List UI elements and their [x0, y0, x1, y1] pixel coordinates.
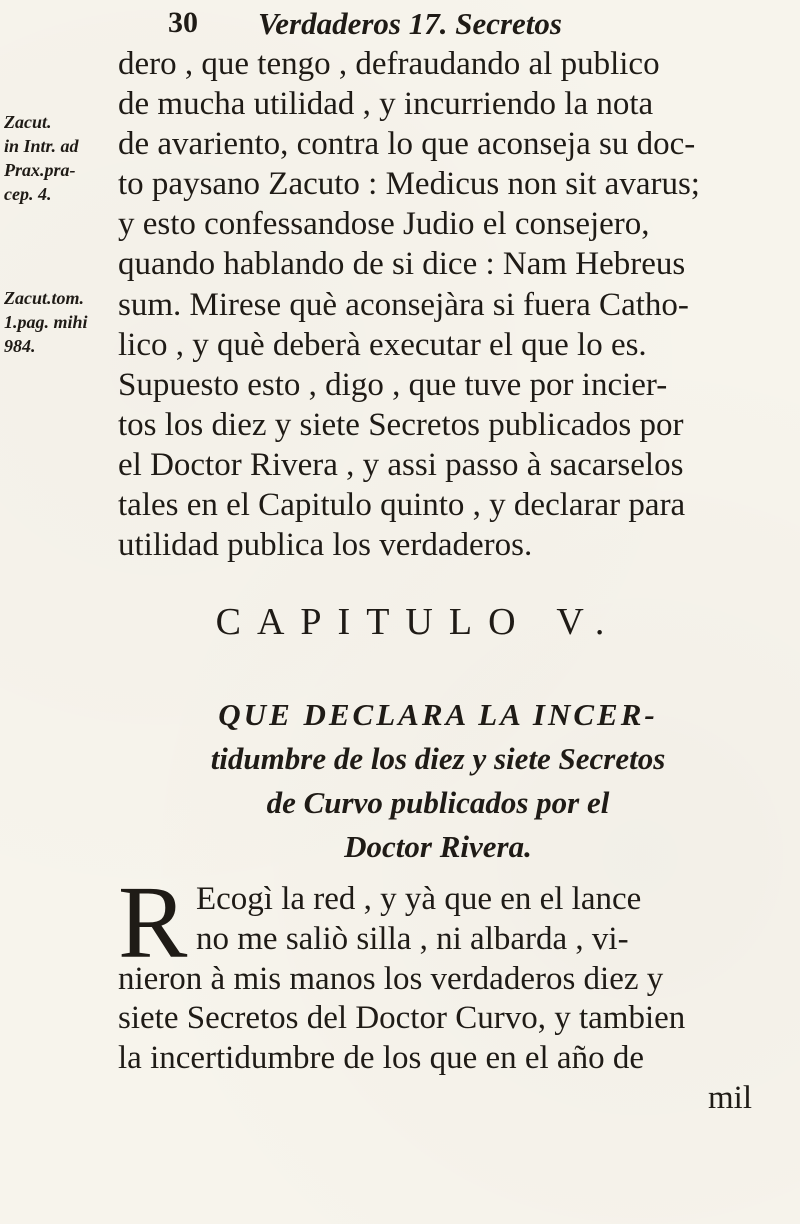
- margin-note-line: in Intr. ad: [4, 136, 79, 156]
- running-head: Verdaderos 17. Secretos: [258, 6, 562, 41]
- text-line: y esto confessandose Judio el consejero,: [118, 206, 650, 243]
- margin-note-line: Zacut.tom.: [4, 288, 84, 308]
- summary-line: tidumbre de los diez y siete Secretos: [210, 741, 666, 776]
- text-line: sum. Mirese què aconsejàra si fuera Catho-: [118, 286, 689, 323]
- summary-line: de Curvo publicados por el: [266, 785, 610, 820]
- text-line: el Doctor Rivera , y assi passo à sacarselos: [118, 446, 684, 483]
- page-header: [168, 6, 638, 46]
- text-line: lico , y què deberà executar el que lo es.: [118, 326, 647, 363]
- text-line: utilidad publica los verdaderos.: [118, 527, 533, 564]
- chapter-body: [118, 865, 758, 1119]
- text-line: Supuesto esto , digo , que tuve por incier-: [118, 366, 668, 403]
- summary-line: QUE DECLARA LA INCER-: [218, 697, 658, 732]
- text-line: la incertidumbre de los que en el año de: [118, 1040, 644, 1077]
- text-line: quando hablando de si dice : Nam Hebreus: [118, 246, 686, 283]
- margin-note-zacut-intr: [4, 110, 114, 206]
- margin-note-line: 984.: [4, 336, 36, 356]
- chapter-title: CAPITULO V.: [215, 601, 621, 643]
- text-line: to paysano Zacuto : Medicus non sit avarus;: [118, 166, 700, 203]
- text-line: tos los diez y siete Secretos publicados por: [118, 406, 684, 443]
- page-number: 30: [168, 6, 198, 39]
- text-line: de mucha utilidad , y incurriendo la nota: [118, 86, 654, 123]
- margin-note-line: cep. 4.: [4, 184, 52, 204]
- margin-note-zacut-tom: [4, 286, 114, 358]
- chapter-summary: [118, 693, 758, 869]
- text-line: nieron à mis manos los verdaderos diez y: [118, 960, 664, 997]
- text-line: siete Secretos del Doctor Curvo, y tambien: [118, 1000, 686, 1037]
- summary-line: Doctor Rivera.: [344, 829, 532, 864]
- margin-note-line: Zacut.: [4, 112, 52, 132]
- drop-cap: R: [118, 865, 188, 980]
- text-line: de avariento, contra lo que aconseja su doc-: [118, 126, 696, 163]
- text-line: Ecogì la red , y yà que en el lance: [196, 881, 642, 917]
- text-line: no me saliò silla , ni albarda , vi-: [196, 920, 629, 957]
- text-line: dero , que tengo , defraudando al publico: [118, 46, 660, 82]
- margin-note-line: Prax.pra-: [4, 160, 76, 180]
- text-line: tales en el Capitulo quinto , y declarar para: [118, 487, 686, 524]
- margin-note-line: 1.pag. mihi: [4, 312, 88, 332]
- catchword: mil: [707, 1079, 752, 1116]
- body-paragraph: [118, 44, 754, 565]
